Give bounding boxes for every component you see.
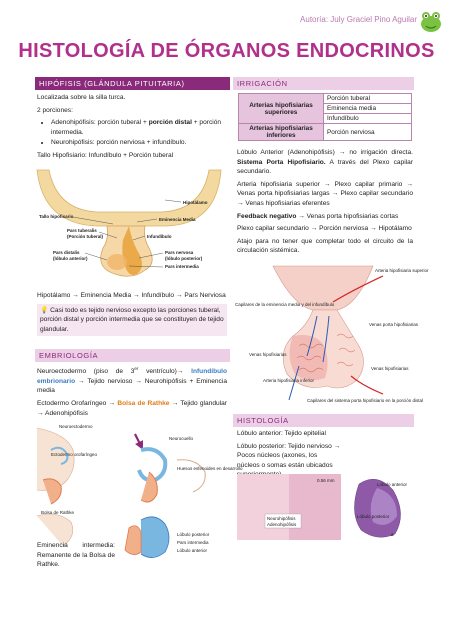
irrigation-table xyxy=(238,93,412,141)
fig-label-pars-int: Pars intermedia xyxy=(177,540,209,545)
irr-p5: Atajo para no tener que completar todo el circuito de la circulación sistémica. xyxy=(237,237,413,255)
fig-label-bolsa: Bolsa de Rathke xyxy=(41,510,75,515)
location-text: Localizada sobre la silla turca. xyxy=(37,94,126,101)
section-heading-embriologia: EMBRIOLOGÍA xyxy=(35,349,230,362)
label-hipotalamo: Hipotálamo xyxy=(183,200,208,205)
micro-label-lob-ant: Lóbulo anterior xyxy=(377,482,408,487)
section-heading-irrigacion: IRRIGACIÓN xyxy=(233,77,414,90)
fig-label-venas-hip-r: Venas hipofisiarias xyxy=(371,366,409,371)
histo-anterior: Lóbulo anterior: Tejido epitelial xyxy=(237,430,326,437)
label-infundibulo: Infundíbulo xyxy=(147,234,172,239)
fig-label-neuro: Neuroectodermo xyxy=(59,424,93,429)
hipofisis-intro xyxy=(37,93,227,164)
fig-label-lobulo-post: Lóbulo posterior xyxy=(177,532,210,537)
irr-sup-item: Porción tuberal xyxy=(324,94,412,104)
irrigacion-text xyxy=(237,148,413,259)
micro-label-adeno: Adenohipófisis xyxy=(267,522,297,527)
list-item-adeno: • Adenohipófisis: porción tuberal + porción distal + porción intermedia. xyxy=(51,118,227,137)
label-pars-distalis-sub: (lóbulo anterior) xyxy=(53,256,88,261)
section-heading-hipofisis: HIPÓFISIS (GLÁNDULA PITUITARIA) xyxy=(35,77,230,90)
pituitary-anatomy-figure xyxy=(37,170,231,282)
irr-p2: Arteria hipofisiaria superior → Plexo capilar primario → Venas porta hipofisiarias largas → Plexo capilar secundario → Venas hipofisiarias eferentes xyxy=(237,180,413,207)
stalk-text: Tallo Hipofisiario: Infundíbulo + Porción tuberal xyxy=(37,151,174,159)
fig-label-neurocuello: Neurocuello xyxy=(169,436,194,441)
portal-system-figure xyxy=(233,266,429,412)
irr-p4: Plexo capilar secundario → Porción nerviosa → Hipotálamo xyxy=(237,225,412,233)
micro-scale: 0.56 mm xyxy=(317,478,335,483)
label-pars-nervosa-sub: (lóbulo posterior) xyxy=(165,256,203,261)
label-eminencia: Eminencia Media xyxy=(159,217,196,222)
embriologia-text xyxy=(37,364,227,421)
eminencia-note: Eminencia intermedia: Remanente de la Bolsa de Rathke. xyxy=(37,542,115,569)
irr-sup-item: Eminencia media xyxy=(324,104,412,114)
lightbulb-icon: 💡 xyxy=(40,306,49,314)
irr-inf-label: Arterias hipofisiarias inferiores xyxy=(239,124,324,141)
irr-p1: Lóbulo Anterior (Adenohipófisis) → no irrigación directa. Sistema Porta Hipofisiario. A través del Plexo capilar secundario. xyxy=(237,149,413,176)
label-pars-tuberalis-sub: (Porción tuberal) xyxy=(67,234,104,239)
tip-note: 💡 Casi todo es tejido nervioso excepto las porciones tuberal, porción distal y porción intermedia que se constituyen de tejido glandular. xyxy=(37,304,227,337)
irr-sup-label: Arterias hipofisiarias superiores xyxy=(239,94,324,124)
fig-label-ecto: Ectodermo orofaríngeo xyxy=(51,452,98,457)
section-heading-histologia: HISTOLOGÍA xyxy=(233,414,414,427)
embriologia-line1: Neuroectodermo (piso de 3er ventrículo)→ Infundíbulo embrionario → Tejido nervioso → Neurohipófisis + Eminencia media xyxy=(37,366,227,395)
label-tallo: Tallo hipofisario xyxy=(39,214,74,219)
hipofisis-bottom xyxy=(37,291,227,339)
micro-label-neuro: Neurohipófisis xyxy=(267,516,296,521)
embriologia-line2: Ectodermo Orofaríngeo → Bolsa de Rathke → Tejido glandular → Adenohipófisis xyxy=(37,399,227,417)
fig-label-lobulo-ant: Lóbulo anterior xyxy=(177,548,208,553)
page-title: HISTOLOGÍA DE ÓRGANOS ENDOCRINOS xyxy=(18,40,435,62)
irr-p3: Feedback negativo → Venas porta hipofisiarias cortas xyxy=(237,212,399,220)
label-pars-distalis: Pars distalis xyxy=(53,250,80,255)
frog-mascot-icon xyxy=(417,6,445,34)
micro-letter: a xyxy=(391,532,394,537)
fig-label-capilares-em: Capilares de la eminencia media y del infundíbulo xyxy=(235,302,335,307)
irr-inf-item: Porción nerviosa xyxy=(324,124,412,141)
fig-label-arteria-inf: Arteria hipofisiaria inferior xyxy=(263,378,315,383)
fig-label-arteria-sup: Arteria hipofisiaria superior xyxy=(375,268,429,273)
portions-list xyxy=(37,118,227,148)
irr-sup-item: Infundíbulo xyxy=(324,114,412,124)
histology-micrograph xyxy=(237,474,413,540)
pathway-text: Hipotálamo → Eminencia Media → Infundíbulo → Pars Nerviosa xyxy=(37,292,226,299)
label-pars-intermedia: Pars intermedia xyxy=(165,264,199,269)
portions-intro: 2 porciones: xyxy=(37,106,73,114)
fig-label-venas-hip-l: Venas hipofisiarias xyxy=(249,352,287,357)
histo-posterior: Lóbulo posterior: Tejido nervioso → Pocos núcleos (axones, los núcleos o somas están ubicados xyxy=(237,442,341,469)
label-pars-tuberalis: Pars tuberalis xyxy=(67,228,97,233)
list-item-neuro: • Neurohipófisis: porción nerviosa + infundíbulo. xyxy=(51,138,227,148)
fig-label-capilares-sp: Capilares del sistema porta hipofisiario en la porción distal xyxy=(307,398,424,403)
label-pars-nervosa: Pars nervosa xyxy=(165,250,194,255)
micro-label-lob-post: Lóbulo posterior xyxy=(357,514,390,519)
fig-label-huesos: Huesos esfenoides en desarrollo xyxy=(177,466,243,471)
fig-label-venas-porta: Venas porta hipofisiarias xyxy=(369,322,419,327)
author-credit: Autoría: July Graciel Pino Aguilar xyxy=(300,15,417,24)
